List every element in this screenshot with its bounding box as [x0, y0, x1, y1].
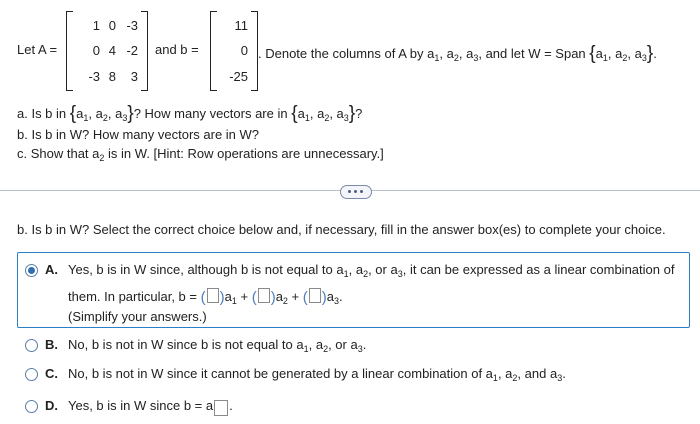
matrix-a-cell: 0	[108, 18, 116, 33]
coefficient-1-input[interactable]	[207, 288, 219, 303]
matrix-a-cell: 3	[130, 69, 138, 84]
matrix-a-cell: -3	[126, 18, 138, 33]
choice-d-text: Yes, b is in W since b = a .	[68, 398, 233, 416]
part-b-text: b. Is b in W? How many vectors are in W?	[17, 127, 260, 142]
and-b-label: and b =	[155, 42, 199, 57]
matrix-a-cell: -2	[126, 43, 138, 58]
choice-a-line1: Yes, b is in W since, although b is not equal to $a_1$, $a_2$, or $a_3$, it can be expressed as a linear combination of	[68, 262, 675, 279]
choice-d-letter: D.	[45, 398, 58, 413]
part-c-text: c. Show that $a_2$ is in W. [Hint: Row operations are unnecessary.]	[17, 146, 384, 163]
choice-b-letter: B.	[45, 337, 58, 352]
matrix-a-cell: 0	[92, 43, 100, 58]
denote-columns-text: . Denote the columns of A by $a_1$, $a_2$, $a_3$, and let W = Span {$a_1$, $a_2$, $a_3$}.	[258, 43, 657, 64]
matrix-a-cell: -3	[88, 69, 100, 84]
question-text: b. Is b in W? Select the correct choice below and, if necessary, fill in the answer box(es) to complete your choice.	[17, 222, 666, 237]
vector-b-cell: 11	[234, 18, 248, 33]
choice-a-letter: A.	[45, 262, 58, 277]
matrix-a-cell: 4	[108, 43, 116, 58]
subscript-input[interactable]	[214, 400, 228, 416]
let-a-label: Let A =	[17, 42, 58, 57]
choice-a-radio[interactable]	[25, 264, 38, 277]
choice-b-radio[interactable]	[25, 339, 38, 352]
more-dots-button[interactable]	[340, 185, 372, 199]
matrix-a	[66, 12, 148, 90]
matrix-a-cell: 1	[92, 18, 100, 33]
choice-c-text: No, b is not in W since it cannot be generated by a linear combination of $a_1$, $a_2$, and $a_3$.	[68, 366, 566, 383]
vector-b-cell: -25	[229, 69, 248, 84]
vector-b-cell: 0	[240, 43, 248, 58]
coefficient-3-input[interactable]	[309, 288, 321, 303]
part-a-text: a. Is b in {$a_1$, $a_2$, $a_3$}? How many vectors are in {$a_1$, $a_2$, $a_3$}?	[17, 103, 363, 124]
choice-b-text: No, b is not in W since b is not equal to $a_1$, $a_2$, or $a_3$.	[68, 337, 367, 354]
choice-c-radio[interactable]	[25, 368, 38, 381]
choice-d-radio[interactable]	[25, 400, 38, 413]
vector-b	[210, 12, 258, 90]
choice-c-letter: C.	[45, 366, 58, 381]
coefficient-2-input[interactable]	[258, 288, 270, 303]
choice-a-hint: (Simplify your answers.)	[68, 309, 207, 324]
matrix-a-cell: 8	[108, 69, 116, 84]
choice-a-line2: them. In particular, b = ( )$a_1$ + ( )$a_2$ + ( )$a_3$.	[68, 289, 343, 306]
